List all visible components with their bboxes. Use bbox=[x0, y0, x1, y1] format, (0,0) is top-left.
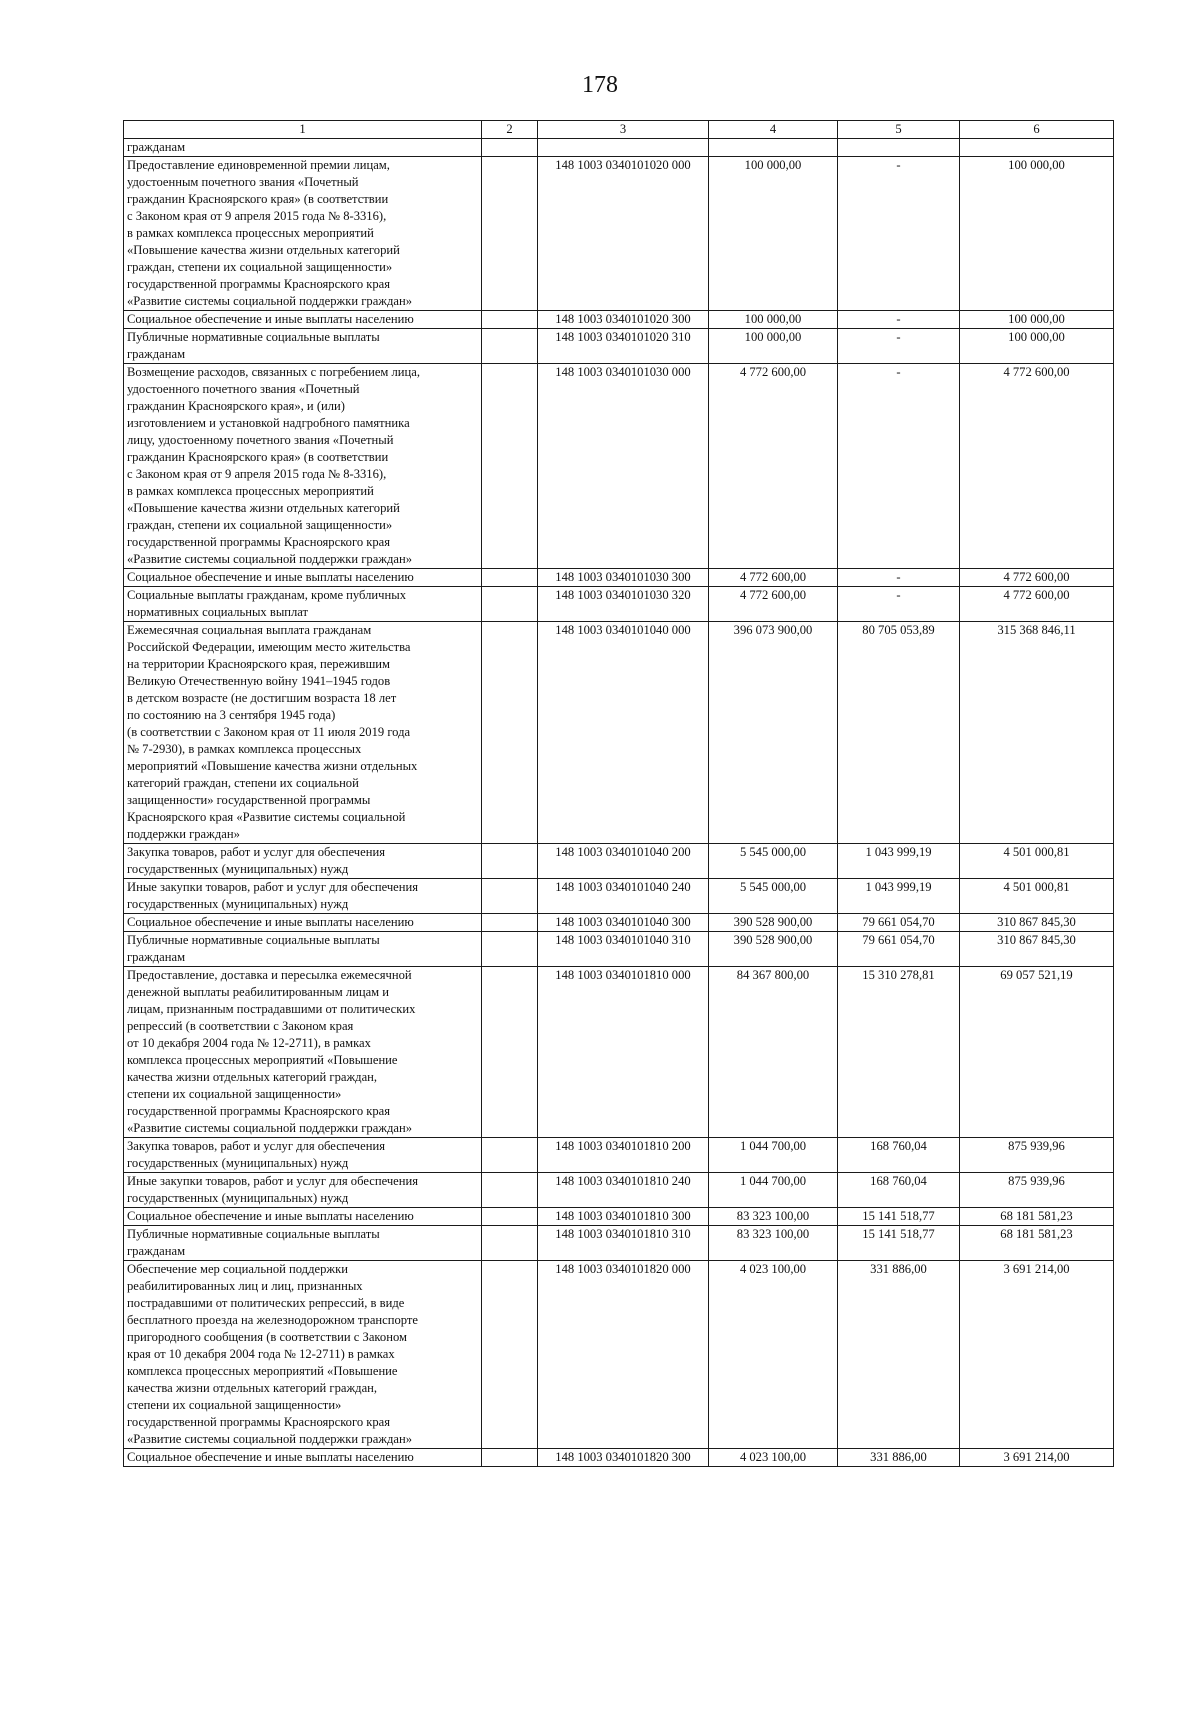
row-code: 148 1003 0340101810 240 bbox=[538, 1173, 709, 1208]
row-col2 bbox=[482, 329, 538, 364]
row-value-6: 68 181 581,23 bbox=[960, 1208, 1114, 1226]
column-header-5: 5 bbox=[838, 121, 960, 139]
row-value-4: 84 367 800,00 bbox=[709, 967, 838, 1138]
page-number: 178 bbox=[582, 72, 618, 98]
row-value-5: - bbox=[838, 587, 960, 622]
row-name: Социальные выплаты гражданам, кроме публичных нормативных социальных выплат bbox=[124, 587, 482, 622]
row-value-6: 875 939,96 bbox=[960, 1173, 1114, 1208]
row-value-6: 4 772 600,00 bbox=[960, 364, 1114, 569]
row-value-6: 4 501 000,81 bbox=[960, 844, 1114, 879]
row-value-6: 100 000,00 bbox=[960, 329, 1114, 364]
row-name: Публичные нормативные социальные выплаты гражданам bbox=[124, 329, 482, 364]
column-header-1: 1 bbox=[124, 121, 482, 139]
row-name: Публичные нормативные социальные выплаты гражданам bbox=[124, 1226, 482, 1261]
row-col2 bbox=[482, 1226, 538, 1261]
row-col2 bbox=[482, 1208, 538, 1226]
row-code: 148 1003 0340101810 310 bbox=[538, 1226, 709, 1261]
row-code bbox=[538, 139, 709, 157]
row-code: 148 1003 0340101810 000 bbox=[538, 967, 709, 1138]
row-value-5: 79 661 054,70 bbox=[838, 932, 960, 967]
row-value-4: 4 772 600,00 bbox=[709, 569, 838, 587]
row-col2 bbox=[482, 587, 538, 622]
table-row bbox=[124, 364, 1114, 569]
row-col2 bbox=[482, 1138, 538, 1173]
row-value-5: 168 760,04 bbox=[838, 1173, 960, 1208]
row-col2 bbox=[482, 311, 538, 329]
row-col2 bbox=[482, 967, 538, 1138]
row-value-5: 80 705 053,89 bbox=[838, 622, 960, 844]
row-code: 148 1003 0340101040 310 bbox=[538, 932, 709, 967]
table-row bbox=[124, 311, 1114, 329]
row-value-5: 79 661 054,70 bbox=[838, 914, 960, 932]
row-code: 148 1003 0340101020 300 bbox=[538, 311, 709, 329]
row-value-4: 1 044 700,00 bbox=[709, 1138, 838, 1173]
row-value-6: 4 501 000,81 bbox=[960, 879, 1114, 914]
row-value-5: - bbox=[838, 157, 960, 311]
row-name: Обеспечение мер социальной поддержки реабилитированных лиц и лиц, признанных пострадавшими от политических репрессий, в виде бесплатного проезда на железнодорожном транспорте пригородного сообщения (в соответствии с Законом края от 10 декабря 2004 года № 12-2711) в рамках комплекса процессных мероприятий «Повышение качества жизни отдельных категорий граждан, степени их социальной защищенности» государственной программы Красноярского края «Развитие системы социальной поддержки граждан» bbox=[124, 1261, 482, 1449]
row-value-5: - bbox=[838, 329, 960, 364]
table-row bbox=[124, 914, 1114, 932]
row-col2 bbox=[482, 364, 538, 569]
row-name: Социальное обеспечение и иные выплаты населению bbox=[124, 914, 482, 932]
row-value-4: 83 323 100,00 bbox=[709, 1208, 838, 1226]
row-value-6: 310 867 845,30 bbox=[960, 914, 1114, 932]
row-value-6: 4 772 600,00 bbox=[960, 587, 1114, 622]
row-value-6: 310 867 845,30 bbox=[960, 932, 1114, 967]
row-col2 bbox=[482, 1449, 538, 1467]
table-row bbox=[124, 587, 1114, 622]
table-row bbox=[124, 1138, 1114, 1173]
row-col2 bbox=[482, 1173, 538, 1208]
row-name: Предоставление единовременной премии лицам, удостоенным почетного звания «Почетный гражданин Красноярского края» (в соответствии с Законом края от 9 апреля 2015 года № 8-3316), в рамках комплекса процессных мероприятий «Повышение качества жизни отдельных категорий граждан, степени их социальной защищенности» государственной программы Красноярского края «Развитие системы социальной поддержки граждан» bbox=[124, 157, 482, 311]
row-code: 148 1003 0340101040 000 bbox=[538, 622, 709, 844]
table-row bbox=[124, 139, 1114, 157]
row-value-6: 68 181 581,23 bbox=[960, 1226, 1114, 1261]
table-row bbox=[124, 329, 1114, 364]
row-value-5: 15 141 518,77 bbox=[838, 1226, 960, 1261]
row-col2 bbox=[482, 622, 538, 844]
row-col2 bbox=[482, 1261, 538, 1449]
row-name: Социальное обеспечение и иные выплаты населению bbox=[124, 1449, 482, 1467]
table-header-row bbox=[124, 121, 1114, 139]
row-value-5: 331 886,00 bbox=[838, 1261, 960, 1449]
row-value-6: 875 939,96 bbox=[960, 1138, 1114, 1173]
row-name: Ежемесячная социальная выплата гражданам Российской Федерации, имеющим место жительства на территории Красноярского края, пережившим Великую Отечественную войну 1941–1945 годов в детском возрасте (не достигшим возраста 18 лет по состоянию на 3 сентября 1945 года) (в соответствии с Законом края от 11 июля 2019 года № 7-2930), в рамках комплекса процессных мероприятий «Повышение качества жизни отдельных категорий граждан, степени их социальной защищенности» государственной программы Красноярского края «Развитие системы социальной поддержки граждан» bbox=[124, 622, 482, 844]
row-value-6: 3 691 214,00 bbox=[960, 1449, 1114, 1467]
row-col2 bbox=[482, 932, 538, 967]
row-col2 bbox=[482, 139, 538, 157]
row-name: Закупка товаров, работ и услуг для обеспечения государственных (муниципальных) нужд bbox=[124, 1138, 482, 1173]
table-row bbox=[124, 569, 1114, 587]
row-value-6: 3 691 214,00 bbox=[960, 1261, 1114, 1449]
row-name: Иные закупки товаров, работ и услуг для обеспечения государственных (муниципальных) нужд bbox=[124, 1173, 482, 1208]
row-value-5: 1 043 999,19 bbox=[838, 844, 960, 879]
row-value-6 bbox=[960, 139, 1114, 157]
row-value-4: 5 545 000,00 bbox=[709, 844, 838, 879]
row-value-4: 100 000,00 bbox=[709, 311, 838, 329]
table-row bbox=[124, 879, 1114, 914]
row-value-5 bbox=[838, 139, 960, 157]
row-value-4: 4 023 100,00 bbox=[709, 1261, 838, 1449]
row-code: 148 1003 0340101820 000 bbox=[538, 1261, 709, 1449]
column-header-3: 3 bbox=[538, 121, 709, 139]
row-code: 148 1003 0340101030 000 bbox=[538, 364, 709, 569]
budget-table bbox=[123, 120, 1114, 1467]
column-header-4: 4 bbox=[709, 121, 838, 139]
row-value-6: 100 000,00 bbox=[960, 311, 1114, 329]
row-value-4: 4 023 100,00 bbox=[709, 1449, 838, 1467]
table-row bbox=[124, 1173, 1114, 1208]
row-value-4: 390 528 900,00 bbox=[709, 932, 838, 967]
row-value-4: 100 000,00 bbox=[709, 329, 838, 364]
table-row bbox=[124, 157, 1114, 311]
row-col2 bbox=[482, 914, 538, 932]
row-value-5: 15 310 278,81 bbox=[838, 967, 960, 1138]
column-header-6: 6 bbox=[960, 121, 1114, 139]
row-col2 bbox=[482, 879, 538, 914]
table-row bbox=[124, 967, 1114, 1138]
table-row bbox=[124, 1261, 1114, 1449]
row-name: Иные закупки товаров, работ и услуг для обеспечения государственных (муниципальных) нужд bbox=[124, 879, 482, 914]
row-code: 148 1003 0340101040 300 bbox=[538, 914, 709, 932]
row-value-5: - bbox=[838, 569, 960, 587]
row-value-5: - bbox=[838, 364, 960, 569]
table-row bbox=[124, 1226, 1114, 1261]
row-value-4: 100 000,00 bbox=[709, 157, 838, 311]
row-name: Публичные нормативные социальные выплаты гражданам bbox=[124, 932, 482, 967]
row-code: 148 1003 0340101820 300 bbox=[538, 1449, 709, 1467]
row-value-5: - bbox=[838, 311, 960, 329]
row-name: Закупка товаров, работ и услуг для обеспечения государственных (муниципальных) нужд bbox=[124, 844, 482, 879]
row-value-5: 1 043 999,19 bbox=[838, 879, 960, 914]
row-name: Социальное обеспечение и иные выплаты населению bbox=[124, 1208, 482, 1226]
row-value-6: 100 000,00 bbox=[960, 157, 1114, 311]
row-value-4: 390 528 900,00 bbox=[709, 914, 838, 932]
row-code: 148 1003 0340101040 240 bbox=[538, 879, 709, 914]
row-value-6: 69 057 521,19 bbox=[960, 967, 1114, 1138]
row-value-4: 4 772 600,00 bbox=[709, 587, 838, 622]
table-row bbox=[124, 932, 1114, 967]
row-value-4 bbox=[709, 139, 838, 157]
row-code: 148 1003 0340101020 310 bbox=[538, 329, 709, 364]
row-name: Социальное обеспечение и иные выплаты населению bbox=[124, 311, 482, 329]
row-value-4: 5 545 000,00 bbox=[709, 879, 838, 914]
row-value-4: 4 772 600,00 bbox=[709, 364, 838, 569]
row-code: 148 1003 0340101810 200 bbox=[538, 1138, 709, 1173]
row-code: 148 1003 0340101020 000 bbox=[538, 157, 709, 311]
budget-table-body bbox=[124, 121, 1114, 1467]
row-code: 148 1003 0340101810 300 bbox=[538, 1208, 709, 1226]
row-name: Предоставление, доставка и пересылка ежемесячной денежной выплаты реабилитированным лицам и лицам, признанным пострадавшими от политических репрессий (в соответствии с Законом края от 10 декабря 2004 года № 12-2711), в рамках комплекса процессных мероприятий «Повышение качества жизни отдельных категорий граждан, степени их социальной защищенности» государственной программы Красноярского края «Развитие системы социальной поддержки граждан» bbox=[124, 967, 482, 1138]
column-header-2: 2 bbox=[482, 121, 538, 139]
row-name: гражданам bbox=[124, 139, 482, 157]
table-row bbox=[124, 1449, 1114, 1467]
row-value-6: 315 368 846,11 bbox=[960, 622, 1114, 844]
row-value-4: 83 323 100,00 bbox=[709, 1226, 838, 1261]
row-value-4: 1 044 700,00 bbox=[709, 1173, 838, 1208]
table-row bbox=[124, 1208, 1114, 1226]
row-value-5: 168 760,04 bbox=[838, 1138, 960, 1173]
row-code: 148 1003 0340101030 320 bbox=[538, 587, 709, 622]
row-col2 bbox=[482, 569, 538, 587]
row-col2 bbox=[482, 844, 538, 879]
row-code: 148 1003 0340101040 200 bbox=[538, 844, 709, 879]
row-value-6: 4 772 600,00 bbox=[960, 569, 1114, 587]
row-name: Возмещение расходов, связанных с погребением лица, удостоенного почетного звания «Почетный гражданин Красноярского края», и (или) изготовлением и установкой надгробного памятника лицу, удостоенному почетного звания «Почетный гражданин Красноярского края» (в соответствии с Законом края от 9 апреля 2015 года № 8-3316), в рамках комплекса процессных мероприятий «Повышение качества жизни отдельных категорий граждан, степени их социальной защищенности» государственной программы Красноярского края «Развитие системы социальной поддержки граждан» bbox=[124, 364, 482, 569]
row-code: 148 1003 0340101030 300 bbox=[538, 569, 709, 587]
table-row bbox=[124, 622, 1114, 844]
row-value-5: 331 886,00 bbox=[838, 1449, 960, 1467]
table-row bbox=[124, 844, 1114, 879]
row-col2 bbox=[482, 157, 538, 311]
row-value-5: 15 141 518,77 bbox=[838, 1208, 960, 1226]
row-value-4: 396 073 900,00 bbox=[709, 622, 838, 844]
row-name: Социальное обеспечение и иные выплаты населению bbox=[124, 569, 482, 587]
